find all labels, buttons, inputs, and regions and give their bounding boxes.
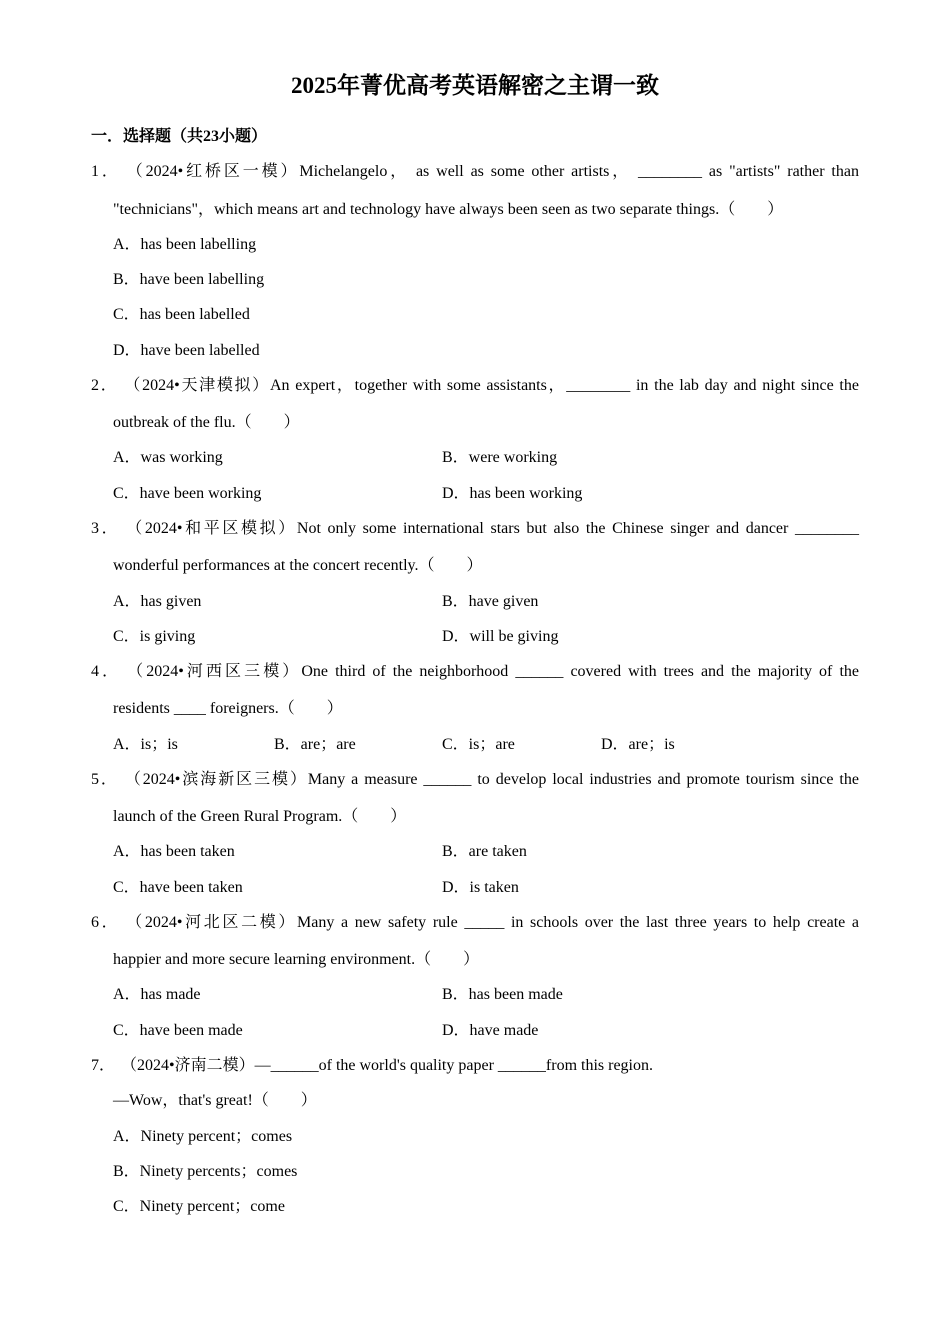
question-text: Not only some international stars but also the Chinese singer and dancer ________	[296, 520, 859, 537]
option-a: A．has made	[113, 986, 201, 1003]
question-text: An expert，together with some assistants，________ in the lab day and night since the	[269, 377, 859, 394]
question-number: 7．	[91, 1057, 116, 1074]
option-c: C．have been made	[113, 1022, 243, 1039]
option-d: D．will be giving	[442, 628, 559, 645]
question-text: Many a measure ______ to develop local industries and promote tourism since the	[307, 771, 859, 788]
question-3	[91, 517, 859, 541]
question-number: 2．	[91, 377, 119, 394]
question-number: 6．	[91, 914, 121, 931]
option-b: B．were working	[442, 449, 558, 466]
option-a: A．Ninety percent；comes	[113, 1128, 293, 1145]
page-title: 2025年菁优高考英语解密之主谓一致	[291, 73, 659, 98]
option-a: A．has been labelling	[113, 236, 257, 253]
option-a: A．has given	[113, 593, 202, 610]
option-c: C．has been labelled	[113, 306, 250, 323]
question-6-continuation: happier and more secure learning environment.（ ）	[113, 951, 480, 968]
question-5	[91, 768, 859, 792]
option-d: D．has been working	[442, 485, 583, 502]
option-a: A．was working	[113, 449, 223, 466]
question-source: （2024•滨海新区三模）	[132, 771, 308, 788]
option-b: B．are taken	[442, 843, 527, 860]
question-source: （2024•和平区模拟）	[134, 520, 297, 537]
option-d: D．is taken	[442, 879, 519, 896]
option-c: C．is；are	[442, 736, 515, 753]
option-b: B．have given	[442, 593, 539, 610]
option-c: C．Ninety percent；come	[113, 1198, 285, 1215]
option-c: C．is giving	[113, 628, 196, 645]
question-text: Many a new safety rule _____ in schools over the last three years to help create a	[296, 914, 859, 931]
question-source: （2024•红桥区一模）	[134, 163, 300, 180]
option-b: B．has been made	[442, 986, 563, 1003]
option-c: C．have been working	[113, 485, 262, 502]
question-7	[91, 1054, 859, 1078]
question-text: —______of the world's quality paper ______from this region.	[254, 1057, 653, 1074]
question-7-continuation: —Wow，that's great!（ ）	[113, 1092, 317, 1109]
question-number: 1．	[91, 163, 121, 180]
question-number: 4．	[91, 663, 122, 680]
option-d: D．are；is	[601, 736, 675, 753]
question-text: Michelangelo， as well as some other artists， ________ as "artists" rather than	[299, 163, 859, 180]
question-source: （2024•济南二模）	[129, 1057, 255, 1074]
question-source: （2024•天津模拟）	[132, 377, 270, 394]
question-4-continuation: residents ____ foreigners.（ ）	[113, 700, 343, 717]
option-b: B．Ninety percents；comes	[113, 1163, 298, 1180]
question-text: One third of the neighborhood ______ covered with trees and the majority of the	[301, 663, 859, 680]
question-1	[91, 160, 859, 184]
option-a: A．is；is	[113, 736, 178, 753]
question-source: （2024•河北区二模）	[134, 914, 297, 931]
option-c: C．have been taken	[113, 879, 243, 896]
question-3-continuation: wonderful performances at the concert recently.（ ）	[113, 557, 483, 574]
option-b: B．are；are	[274, 736, 356, 753]
question-6	[91, 911, 859, 935]
question-1-continuation: "technicians"，which means art and technology have always been seen as two separate things.（ ）	[113, 201, 784, 218]
option-a: A．has been taken	[113, 843, 235, 860]
question-source: （2024•河西区三模）	[135, 663, 302, 680]
option-d: D．have made	[442, 1022, 539, 1039]
question-2	[91, 374, 859, 398]
question-2-continuation: outbreak of the flu.（ ）	[113, 414, 300, 431]
option-d: D．have been labelled	[113, 342, 260, 359]
question-5-continuation: launch of the Green Rural Program.（ ）	[113, 808, 407, 825]
question-number: 5．	[91, 771, 119, 788]
question-4	[91, 660, 859, 684]
section-heading: 一．选择题（共23小题）	[91, 128, 268, 145]
option-b: B．have been labelling	[113, 271, 265, 288]
question-number: 3．	[91, 520, 121, 537]
